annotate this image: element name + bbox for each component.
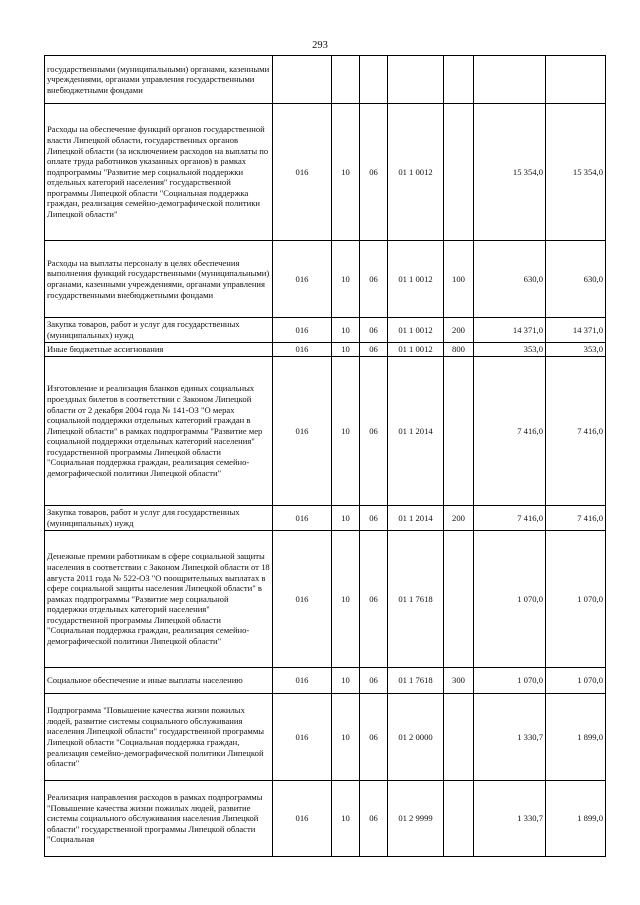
ministry-code: 016 [273,781,332,857]
amount-1: 7 416,0 [474,357,546,506]
ministry-code: 016 [273,241,332,318]
section-code: 10 [332,781,360,857]
target-item-code: 01 1 2014 [388,506,444,531]
ministry-code: 016 [273,531,332,668]
table-row [45,694,606,781]
amount-1: 353,0 [474,343,546,357]
table-row [45,56,606,104]
row-name: Подпрограмма "Повышение качества жизни пожилых людей, развитие системы социального обслуживания населения Липецкой области" государственной программы Липецкой области "Социальная поддержка граждан, реализация семейно-демографической политики Липецкой области" [45,694,273,781]
amount-2: 7 416,0 [546,357,606,506]
table-row [45,318,606,343]
row-name: Расходы на обеспечение функций органов государственной власти Липецкой области, государственных органов Липецкой области (за исключением расходов на выплаты по оплате труда работников указанных органов) в рамках подпрограммы "Развитие мер социальной поддержки отдельных категорий населения" государственной программы Липецкой области "Социальная поддержка граждан, реализация семейно-демографической политики Липецкой области" [45,104,273,241]
ministry-code [273,56,332,104]
ministry-code: 016 [273,104,332,241]
subsection-code: 06 [360,694,388,781]
table-row [45,781,606,857]
subsection-code: 06 [360,241,388,318]
subsection-code: 06 [360,318,388,343]
subsection-code: 06 [360,531,388,668]
section-code: 10 [332,506,360,531]
subsection-code: 06 [360,668,388,694]
amount-1: 1 330,7 [474,781,546,857]
amount-2: 1 899,0 [546,781,606,857]
ministry-code: 016 [273,668,332,694]
target-item-code: 01 1 7618 [388,531,444,668]
table-row [45,506,606,531]
subsection-code [360,56,388,104]
target-item-code: 01 2 0000 [388,694,444,781]
target-item-code: 01 1 0012 [388,104,444,241]
expense-type-code [444,781,474,857]
ministry-code: 016 [273,357,332,506]
target-item-code: 01 1 0012 [388,343,444,357]
row-name: Реализация направления расходов в рамках подпрограммы "Повышение качества жизни пожилых людей, развитие системы социального обслуживания населения Липецкой области" государственной программы Липецкой области "Социальная [45,781,273,857]
amount-1: 7 416,0 [474,506,546,531]
amount-2: 630,0 [546,241,606,318]
section-code: 10 [332,694,360,781]
budget-table [44,55,606,857]
row-name: Закупка товаров, работ и услуг для государственных (муниципальных) нужд [45,506,273,531]
target-item-code: 01 2 9999 [388,781,444,857]
table-row [45,668,606,694]
expense-type-code [444,357,474,506]
table-row [45,241,606,318]
row-name: Иные бюджетные ассигнования [45,343,273,357]
target-item-code: 01 1 0012 [388,318,444,343]
expense-type-code: 300 [444,668,474,694]
row-name: Закупка товаров, работ и услуг для государственных (муниципальных) нужд [45,318,273,343]
section-code: 10 [332,357,360,506]
amount-2: 15 354,0 [546,104,606,241]
target-item-code: 01 1 7618 [388,668,444,694]
row-name: Социальное обеспечение и иные выплаты населению [45,668,273,694]
row-name: государственными (муниципальными) органами, казенными учреждениями, органами управления государственными внебюджетными фондами [45,56,273,104]
target-item-code: 01 1 2014 [388,357,444,506]
expense-type-code [444,531,474,668]
amount-1 [474,56,546,104]
expense-type-code: 100 [444,241,474,318]
table-row [45,531,606,668]
row-name: Изготовление и реализация бланков единых социальных проездных билетов в соответствии с Законом Липецкой области от 2 декабря 2004 года № 141-ОЗ "О мерах социальной поддержки отдельных категорий граждан в Липецкой области" в рамках подпрограммы "Развитие мер социальной поддержки отдельных категорий населения" государственной программы Липецкой области "Социальная поддержка граждан, реализация семейно-демографической политики Липецкой области" [45,357,273,506]
amount-1: 1 330,7 [474,694,546,781]
expense-type-code: 200 [444,318,474,343]
subsection-code: 06 [360,343,388,357]
section-code: 10 [332,531,360,668]
expense-type-code [444,104,474,241]
ministry-code: 016 [273,343,332,357]
amount-1: 630,0 [474,241,546,318]
target-item-code: 01 1 0012 [388,241,444,318]
expense-type-code: 800 [444,343,474,357]
ministry-code: 016 [273,694,332,781]
amount-2: 353,0 [546,343,606,357]
section-code: 10 [332,104,360,241]
expense-type-code: 200 [444,506,474,531]
section-code: 10 [332,241,360,318]
expense-type-code [444,56,474,104]
section-code [332,56,360,104]
section-code: 10 [332,343,360,357]
subsection-code: 06 [360,357,388,506]
ministry-code: 016 [273,318,332,343]
table-row [45,104,606,241]
table-row [45,343,606,357]
subsection-code: 06 [360,104,388,241]
amount-2: 1 070,0 [546,531,606,668]
section-code: 10 [332,668,360,694]
subsection-code: 06 [360,506,388,531]
section-code: 10 [332,318,360,343]
amount-2: 1 070,0 [546,668,606,694]
row-name: Расходы на выплаты персоналу в целях обеспечения выполнения функций государственными (муниципальными) органами, казенными учреждениями, органами управления государственными внебюджетными фондами [45,241,273,318]
subsection-code: 06 [360,781,388,857]
amount-2: 7 416,0 [546,506,606,531]
amount-1: 14 371,0 [474,318,546,343]
amount-1: 15 354,0 [474,104,546,241]
amount-2: 14 371,0 [546,318,606,343]
page-number: 293 [312,40,328,51]
row-name: Денежные премии работникам в сфере социальной защиты населения в соответствии с Законом Липецкой области от 18 августа 2011 года № 522-ОЗ "О поощрительных выплатах в сфере социальной защиты населения Липецкой области" в рамках подпрограммы "Развитие мер социальной поддержки отдельных категорий населения" государственной программы Липецкой области "Социальная поддержка граждан, реализация семейно-демографической политики Липецкой области" [45,531,273,668]
ministry-code: 016 [273,506,332,531]
amount-1: 1 070,0 [474,531,546,668]
target-item-code [388,56,444,104]
amount-2 [546,56,606,104]
amount-2: 1 899,0 [546,694,606,781]
table-row [45,357,606,506]
amount-1: 1 070,0 [474,668,546,694]
expense-type-code [444,694,474,781]
